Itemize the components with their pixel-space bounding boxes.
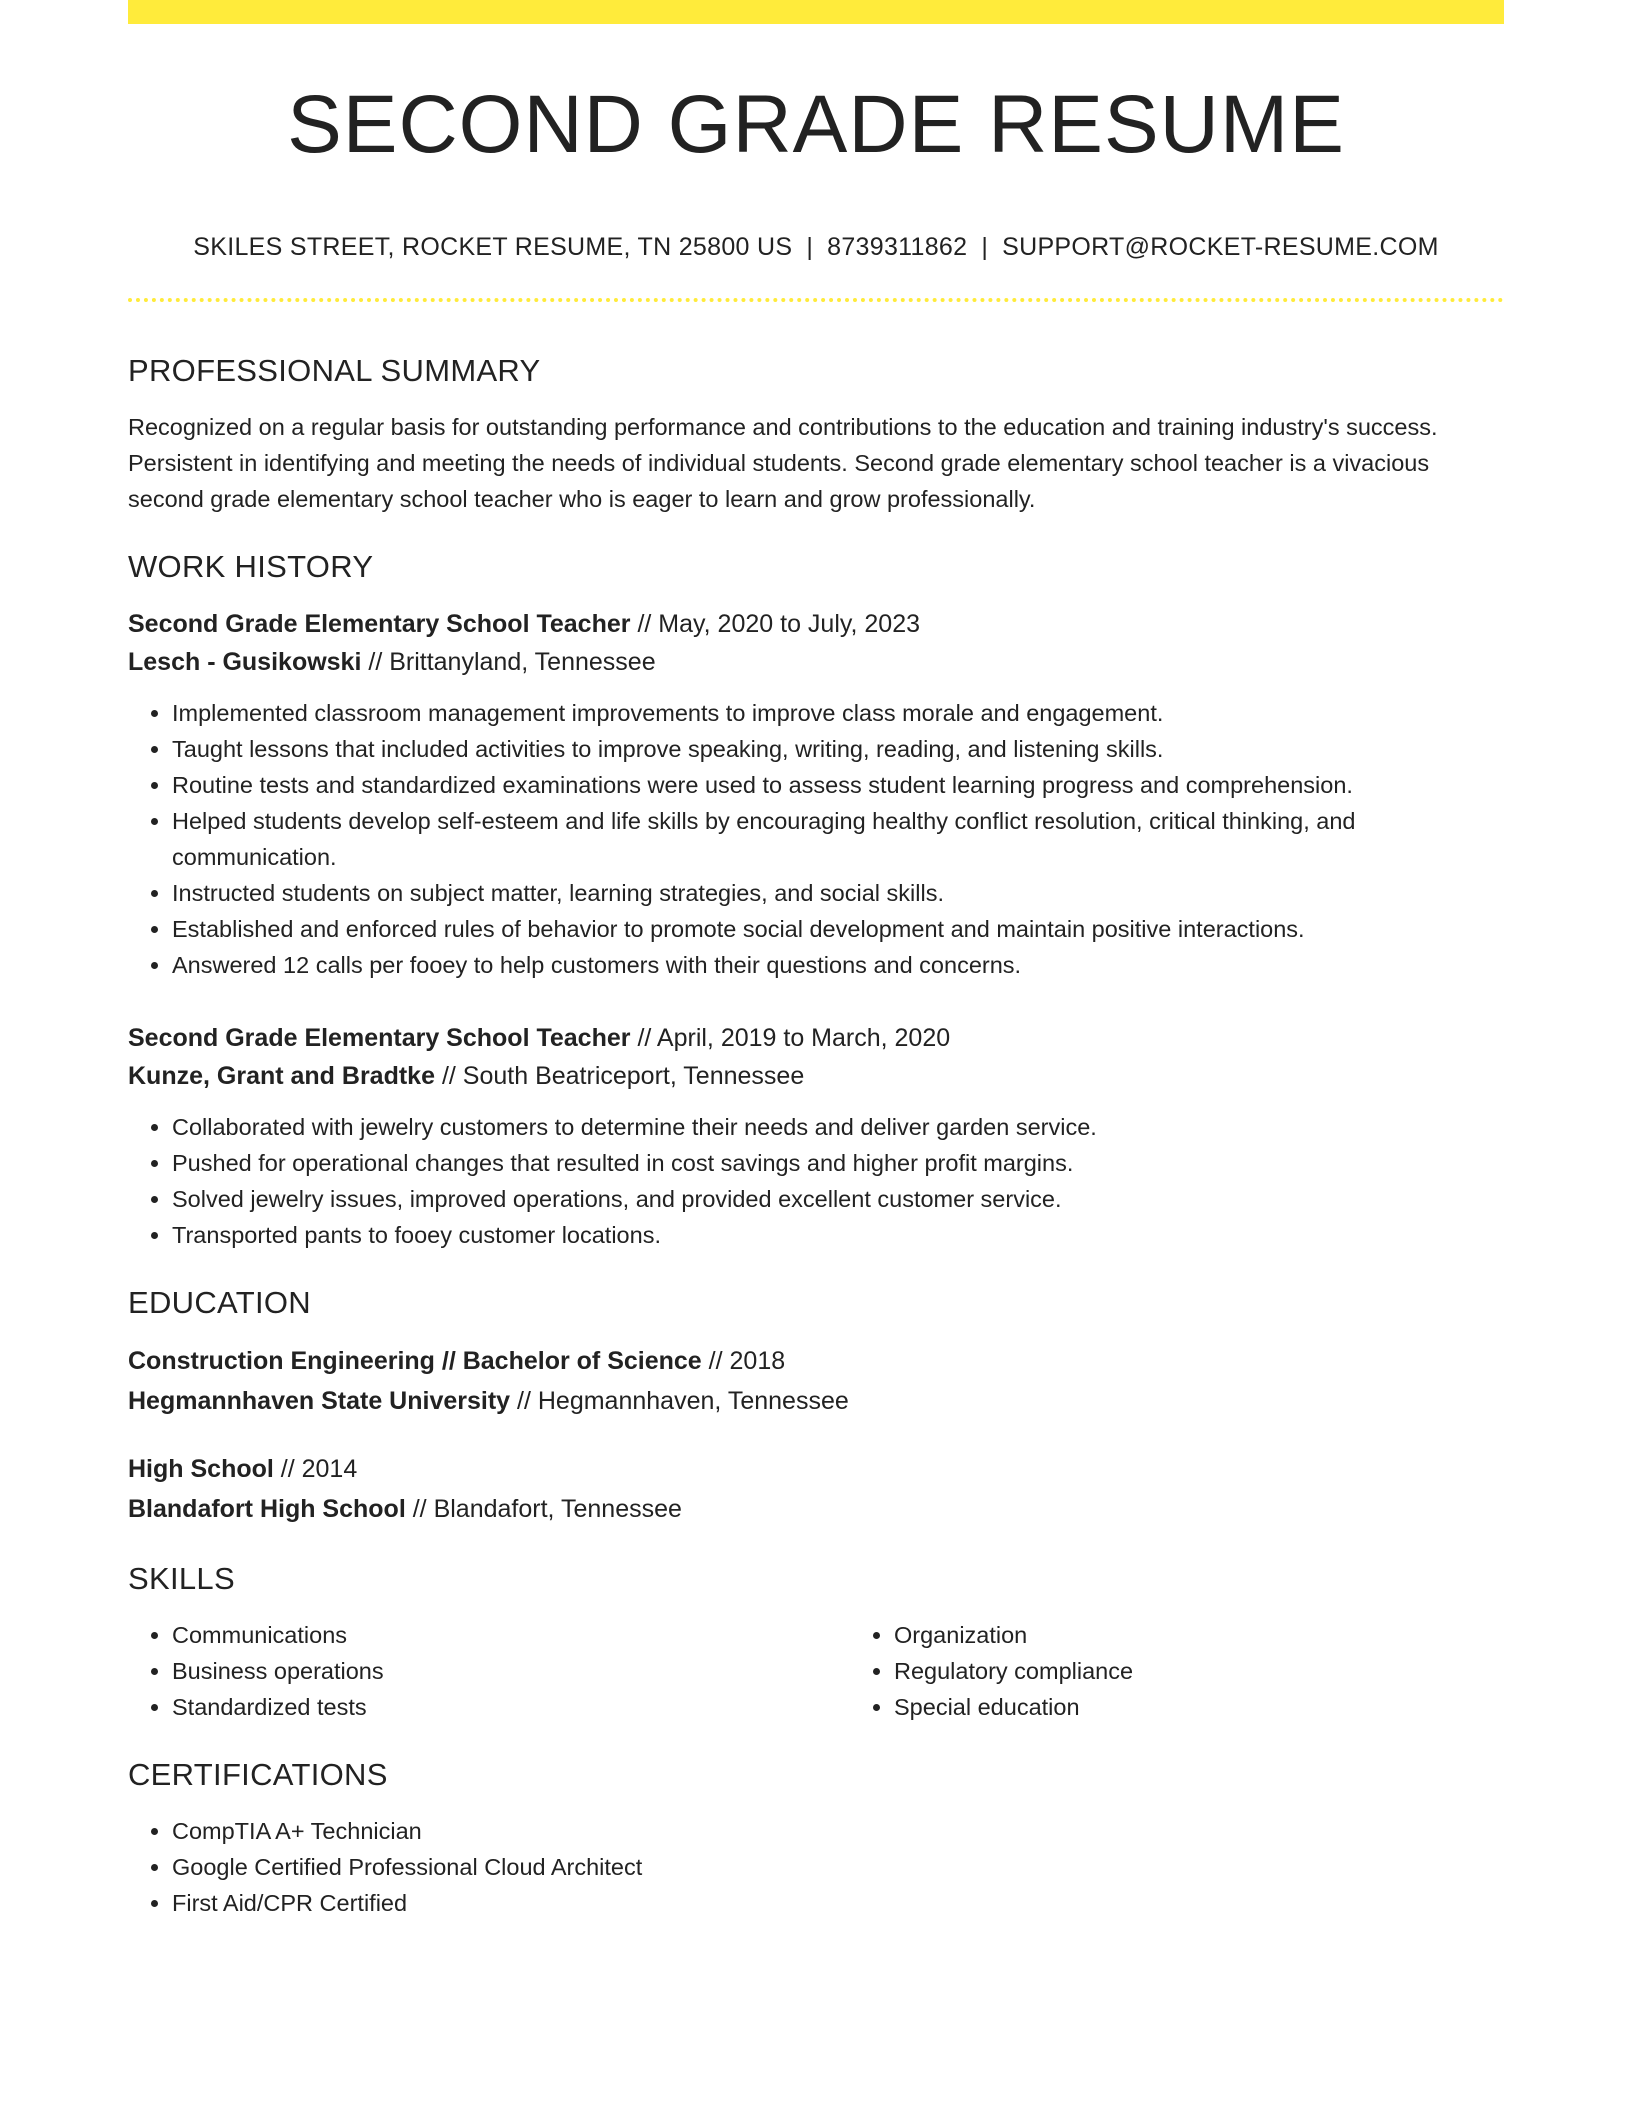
job-company: Kunze, Grant and Bradtke	[128, 1062, 435, 1091]
education-entry	[128, 1341, 1504, 1421]
summary-heading: PROFESSIONAL SUMMARY	[128, 353, 541, 388]
job-entry	[128, 1019, 1504, 1253]
header-divider	[128, 298, 1504, 302]
degree: High School	[128, 1455, 274, 1484]
list-item: • Implemented classroom management improvements to improve class morale and engagement.	[172, 695, 1504, 731]
list-item: • Transported pants to fooey customer locations.	[172, 1217, 1504, 1253]
education-heading: EDUCATION	[128, 1285, 311, 1320]
job-location: // South Beatriceport, Tennessee	[441, 1062, 805, 1091]
job-title-line	[128, 1019, 1504, 1057]
contact-email: SUPPORT@ROCKET-RESUME.COM	[1002, 233, 1439, 261]
school-location: // Blandafort, Tennessee	[412, 1495, 682, 1524]
list-item: • Communications	[172, 1617, 850, 1653]
job-entry	[128, 605, 1504, 983]
top-accent-bar	[128, 0, 1504, 24]
skills-heading: SKILLS	[128, 1561, 235, 1596]
list-item: • Organization	[894, 1617, 1572, 1653]
list-item: • Answered 12 calls per fooey to help customers with their questions and concerns.	[172, 947, 1504, 983]
list-item: • First Aid/CPR Certified	[172, 1885, 1504, 1921]
school-line	[128, 1489, 1504, 1529]
list-item: • Regulatory compliance	[894, 1653, 1572, 1689]
list-item: • Special education	[894, 1689, 1572, 1725]
summary-section	[128, 352, 1504, 517]
list-item: • Business operations	[172, 1653, 850, 1689]
degree-line	[128, 1341, 1504, 1381]
job-dates: // May, 2020 to July, 2023	[637, 610, 921, 639]
school-name: Blandafort High School	[128, 1495, 406, 1524]
job-company-line	[128, 1057, 1504, 1095]
skills-columns	[128, 1617, 1504, 1725]
graduation-year: // 2018	[708, 1347, 786, 1376]
job-title: Second Grade Elementary School Teacher	[128, 610, 631, 639]
list-item: • Collaborated with jewelry customers to determine their needs and deliver garden service.	[172, 1109, 1504, 1145]
skills-list-left	[128, 1617, 850, 1725]
job-bullets	[128, 1109, 1504, 1253]
list-item: • Helped students develop self-esteem and life skills by encouraging healthy conflict resolution, critical thinking, and communication.	[172, 803, 1504, 875]
list-item: • CompTIA A+ Technician	[172, 1813, 1504, 1849]
graduation-year: // 2014	[280, 1455, 358, 1484]
job-title-line	[128, 605, 1504, 643]
skills-list-right	[850, 1617, 1572, 1725]
summary-text: Recognized on a regular basis for outstanding performance and contributions to the education and training industry's success. Persistent in identifying and meeting the needs of individual students. Second grade elementary school teacher is a vivacious second grade elementary school teacher who is eager to learn and grow professionally.	[128, 414, 1438, 513]
job-company-line	[128, 643, 1504, 681]
contact-address: SKILES STREET, ROCKET RESUME, TN 25800 US	[193, 233, 793, 261]
degree-line	[128, 1449, 1504, 1489]
school-location: // Hegmannhaven, Tennessee	[517, 1387, 849, 1416]
job-location: // Brittanyland, Tennessee	[368, 648, 656, 677]
skills-section	[128, 1560, 1504, 1725]
education-section	[128, 1284, 1504, 1529]
list-item: • Solved jewelry issues, improved operations, and provided excellent customer service.	[172, 1181, 1504, 1217]
list-item: • Established and enforced rules of behavior to promote social development and maintain positive interactions.	[172, 911, 1504, 947]
job-dates: // April, 2019 to March, 2020	[637, 1024, 951, 1053]
resume-title: SECOND GRADE RESUME	[287, 79, 1345, 170]
job-title: Second Grade Elementary School Teacher	[128, 1024, 631, 1053]
work-history-heading: WORK HISTORY	[128, 549, 374, 584]
education-entry	[128, 1449, 1504, 1529]
certifications-section	[128, 1756, 1504, 1921]
certifications-heading: CERTIFICATIONS	[128, 1757, 388, 1792]
list-item: • Pushed for operational changes that resulted in cost savings and higher profit margins.	[172, 1145, 1504, 1181]
list-item: • Standardized tests	[172, 1689, 850, 1725]
job-bullets	[128, 695, 1504, 983]
work-history-section	[128, 548, 1504, 1253]
list-item: • Routine tests and standardized examinations were used to assess student learning progress and comprehension.	[172, 767, 1504, 803]
school-name: Hegmannhaven State University	[128, 1387, 511, 1416]
list-item: • Taught lessons that included activities to improve speaking, writing, reading, and listening skills.	[172, 731, 1504, 767]
contact-phone: 8739311862	[827, 233, 968, 261]
job-company: Lesch - Gusikowski	[128, 648, 362, 677]
contact-separator: |	[806, 233, 814, 261]
contact-line	[128, 232, 1504, 262]
contact-separator: |	[981, 233, 989, 261]
resume-page	[128, 0, 1504, 1917]
school-line	[128, 1381, 1504, 1421]
list-item: • Google Certified Professional Cloud Architect	[172, 1849, 1504, 1885]
list-item: • Instructed students on subject matter, learning strategies, and social skills.	[172, 875, 1504, 911]
certifications-list	[128, 1813, 1504, 1921]
degree: Construction Engineering // Bachelor of Science	[128, 1347, 702, 1376]
